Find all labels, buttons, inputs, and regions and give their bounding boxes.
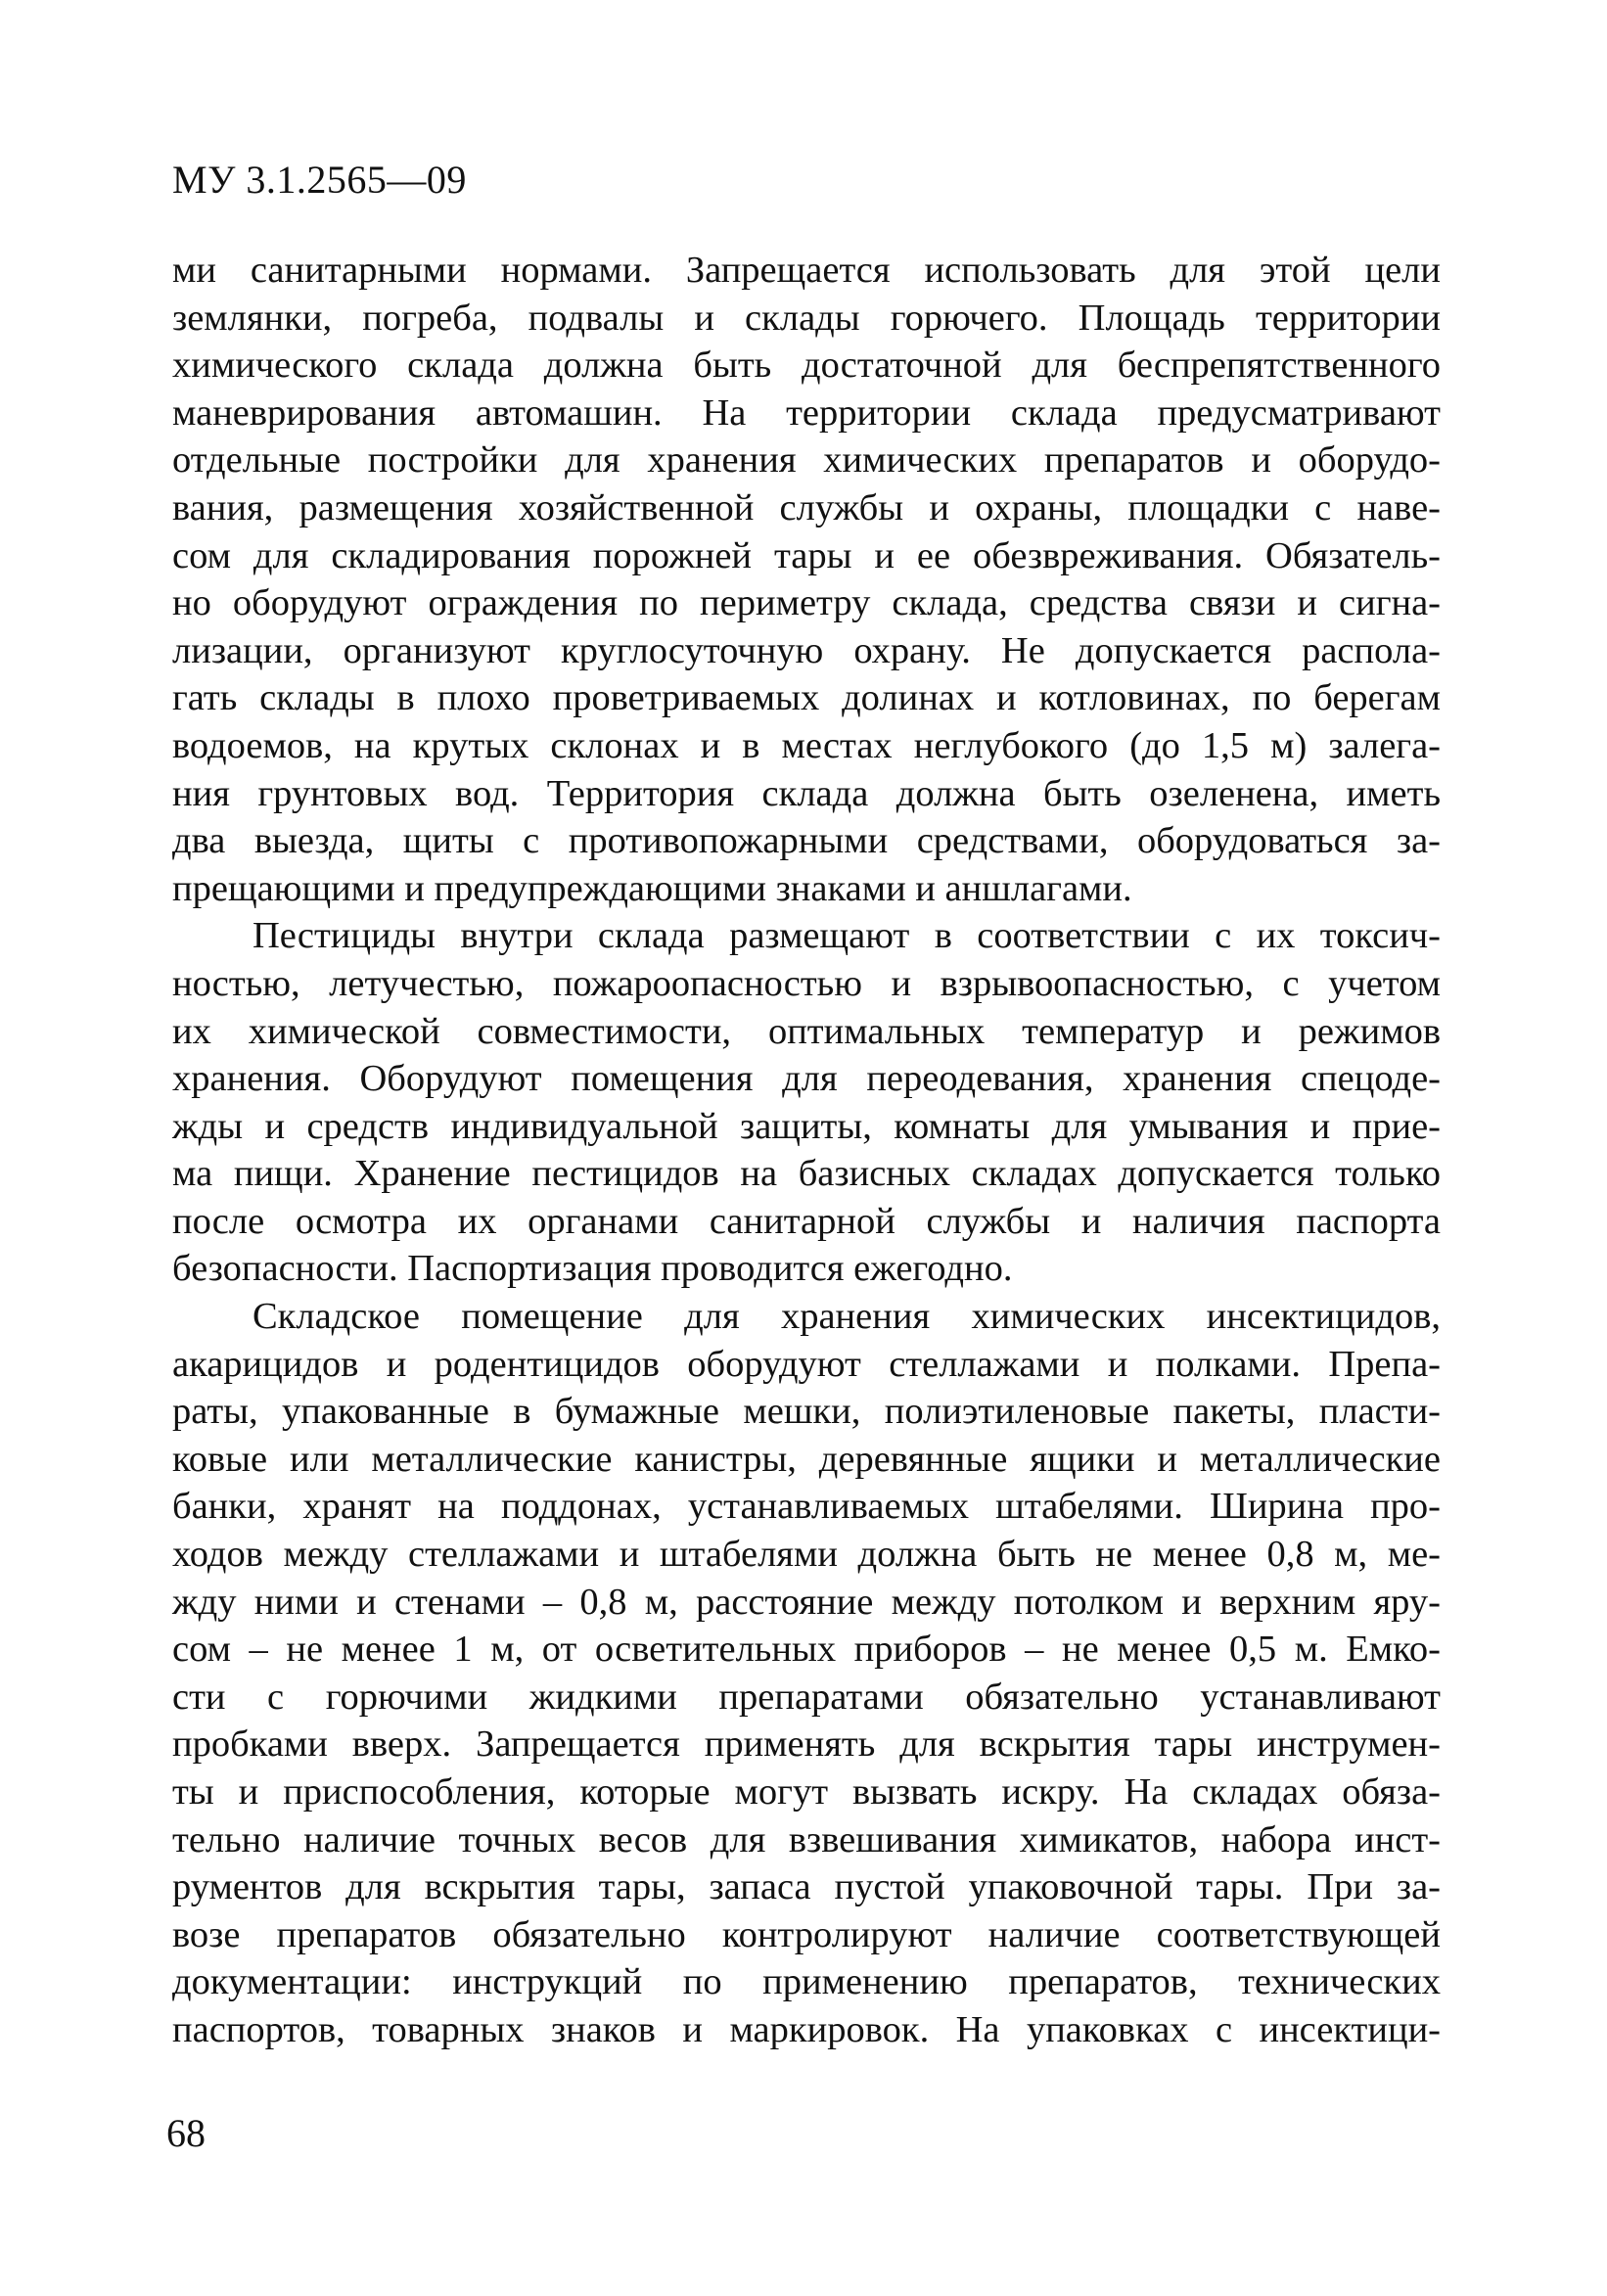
text-line: гать склады в плохо проветриваемых долинах и котловинах, по берегам xyxy=(172,677,1441,719)
text-line: ты и приспособления, которые могут вызвать искру. На складах обяза- xyxy=(172,1771,1441,1813)
paragraph-2 xyxy=(172,912,1441,1293)
text-line: рументов для вскрытия тары, запаса пустой упаковочной тары. При за- xyxy=(172,1866,1441,1908)
text-line: ходов между стеллажами и штабелями должна быть не менее 0,8 м, ме- xyxy=(172,1534,1441,1576)
text-line: вания, размещения хозяйственной службы и охраны, площадки с наве- xyxy=(172,486,1441,528)
text-line: химического склада должна быть достаточной для беспрепятственного xyxy=(172,344,1441,387)
text-line: жды и средств индивидуальной защиты, комнаты для умывания и прие- xyxy=(172,1105,1441,1147)
paragraph-1 xyxy=(172,247,1441,912)
text-line: ностью, летучестью, пожароопасностью и взрывоопасностью, с учетом xyxy=(172,962,1441,1004)
text-line: сти с горючими жидкими препаратами обязательно устанавливают xyxy=(172,1676,1441,1718)
text-line: ния грунтовых вод. Территория склада должна быть озеленена, иметь xyxy=(172,772,1441,814)
text-line: прещающими и предупреждающими знаками и аншлагами. xyxy=(172,867,1132,909)
page-number: 68 xyxy=(166,2111,206,2155)
document-code-header: МУ 3.1.2565—09 xyxy=(172,158,467,202)
text-line: безопасности. Паспортизация проводится ежегодно. xyxy=(172,1248,1013,1290)
text-line: водоемов, на крутых склонах и в местах неглубокого (до 1,5 м) залега- xyxy=(172,724,1441,766)
text-line: паспортов, товарных знаков и маркировок. На упаковках с инсектици- xyxy=(172,2008,1441,2050)
paragraph-3 xyxy=(172,1293,1441,2054)
text-line: ми санитарными нормами. Запрещается использовать для этой цели xyxy=(172,250,1441,291)
text-line: но оборудуют ограждения по периметру склада, средства связи и сигна- xyxy=(172,582,1441,624)
text-line: лизации, организуют круглосуточную охрану. Не допускается распола- xyxy=(172,629,1441,671)
text-line: после осмотра их органами санитарной службы и наличия паспорта xyxy=(172,1200,1441,1242)
text-line: документации: инструкций по применению препаратов, технических xyxy=(172,1961,1441,2003)
text-line: два выезда, щиты с противопожарными средствами, оборудоваться за- xyxy=(172,820,1441,862)
text-line: хранения. Оборудуют помещения для переодевания, хранения спецоде- xyxy=(172,1058,1441,1100)
text-line: ма пищи. Хранение пестицидов на базисных складах допускается только xyxy=(172,1153,1441,1195)
text-line: банки, хранят на поддонах, устанавливаемых штабелями. Ширина про- xyxy=(172,1486,1441,1528)
text-line: тельно наличие точных весов для взвешивания химикатов, набора инст- xyxy=(172,1818,1441,1860)
text-line: раты, упакованные в бумажные мешки, полиэтиленовые пакеты, пласти- xyxy=(172,1391,1441,1433)
text-line: землянки, погреба, подвалы и склады горючего. Площадь территории xyxy=(172,297,1441,339)
text-line: отдельные постройки для хранения химических препаратов и оборудо- xyxy=(172,439,1441,482)
text-line: возе препаратов обязательно контролируют наличие соответствующей xyxy=(172,1913,1441,1955)
text-line: жду ними и стенами – 0,8 м, расстояние между потолком и верхним яру- xyxy=(172,1581,1441,1623)
text-line: акарицидов и родентицидов оборудуют стеллажами и полками. Препа- xyxy=(172,1343,1441,1385)
text-line: пробками вверх. Запрещается применять для вскрытия тары инструмен- xyxy=(172,1723,1441,1766)
text-line: ковые или металлические канистры, деревянные ящики и металлические xyxy=(172,1438,1441,1480)
text-line: сом – не менее 1 м, от осветительных приборов – не менее 0,5 м. Емко- xyxy=(172,1629,1441,1671)
text-line: их химической совместимости, оптимальных температур и режимов xyxy=(172,1010,1441,1052)
text-line: сом для складирования порожней тары и ее обезвреживания. Обязатель- xyxy=(172,534,1441,576)
text-line: Пестициды внутри склада размещают в соответствии с их токсич- xyxy=(253,915,1441,957)
text-line: маневрирования автомашин. На территории склада предусматривают xyxy=(172,391,1441,434)
document-body xyxy=(172,247,1441,2054)
text-line: Складское помещение для хранения химических инсектицидов, xyxy=(253,1296,1441,1338)
